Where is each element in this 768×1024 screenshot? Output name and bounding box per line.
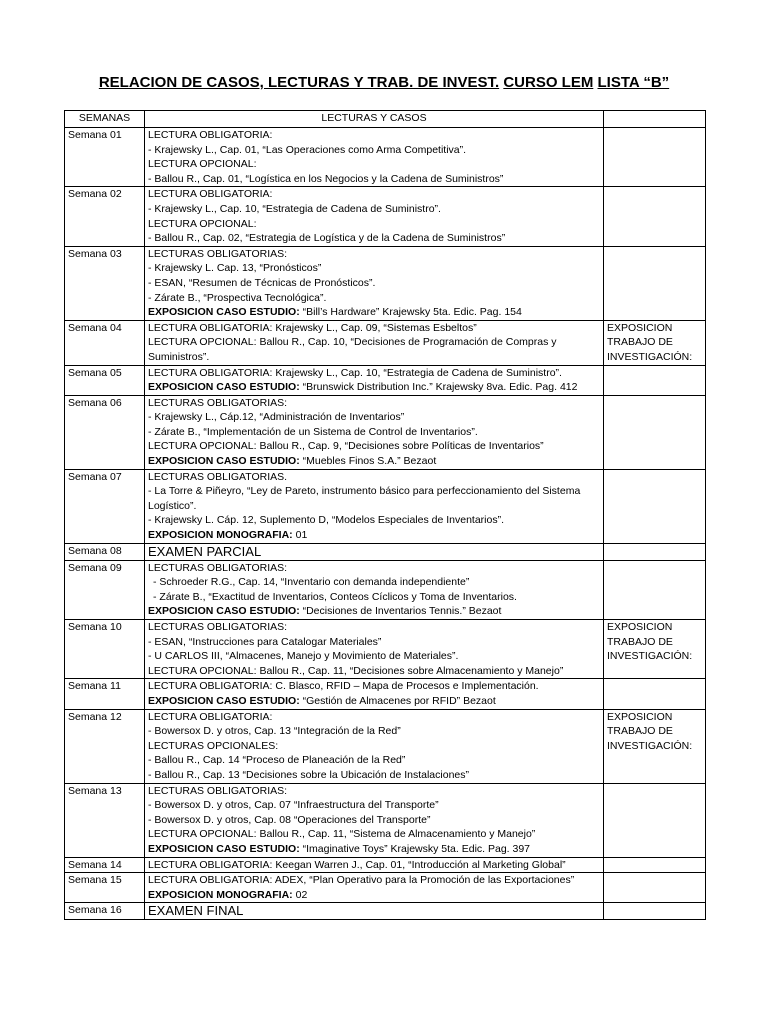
table-row bbox=[65, 365, 706, 395]
research-presentation-cell: EXPOSICION TRABAJO DE INVESTIGACIÓN: bbox=[604, 709, 706, 783]
reading-line bbox=[148, 484, 600, 513]
case-study-label: EXPOSICION CASO ESTUDIO: bbox=[148, 455, 300, 468]
research-presentation-cell bbox=[604, 873, 706, 903]
reading-line bbox=[148, 561, 600, 576]
reading-line bbox=[148, 305, 600, 320]
table-header-row bbox=[65, 111, 706, 128]
week-cell: Semana 01 bbox=[65, 128, 145, 187]
research-presentation-cell bbox=[604, 679, 706, 709]
reading-text: LECTURA OBLIGATORIA: Krajewsky L., Cap. 10, “Estrategia de Cadena de Suministro”. bbox=[148, 366, 562, 379]
reading-text: LECTURA OPCIONAL: Ballou R., Cap. 11, “Decisiones sobre Almacenamiento y Manejo” bbox=[148, 664, 564, 677]
reading-line bbox=[148, 858, 600, 873]
reading-line bbox=[148, 842, 600, 857]
research-presentation-cell bbox=[604, 395, 706, 469]
reading-text: “Gestión de Almacenes por RFID” Bezaot bbox=[299, 694, 496, 707]
table-row bbox=[65, 857, 706, 873]
reading-line bbox=[148, 528, 600, 543]
reading-line bbox=[148, 439, 600, 454]
reading-text: “Bill’s Hardware” Krajewsky 5ta. Edic. Pag. 154 bbox=[299, 306, 522, 319]
reading-text: - U CARLOS III, “Almacenes, Manejo y Movimiento de Materiales”. bbox=[148, 650, 459, 663]
reading-text: LECTURA OBLIGATORIA: ADEX, “Plan Operativo para la Promoción de las Exportaciones” bbox=[148, 874, 575, 887]
reading-text: LECTURA OBLIGATORIA: C. Blasco, RFID – Mapa de Procesos e Implementación. bbox=[148, 680, 539, 693]
reading-line bbox=[148, 724, 600, 739]
case-study-label: EXPOSICION CASO ESTUDIO: bbox=[148, 694, 300, 707]
reading-text: - La Torre & Piñeyro, “Ley de Pareto, instrumento básico para perfeccionamiento del Sistema Logístico”. bbox=[148, 485, 581, 512]
week-cell: Semana 02 bbox=[65, 187, 145, 246]
reading-text: - Krajewsky L., Cap. 01, “Las Operaciones como Arma Competitiva”. bbox=[148, 143, 467, 156]
table-row bbox=[65, 560, 706, 619]
case-study-label: EXPOSICION CASO ESTUDIO: bbox=[148, 306, 300, 319]
research-presentation-cell bbox=[604, 560, 706, 619]
reading-line bbox=[148, 575, 600, 590]
reading-text: - Zárate B., “Implementación de un Sistema de Control de Inventarios”. bbox=[148, 425, 478, 438]
reading-text: 02 bbox=[292, 888, 308, 901]
reading-line bbox=[148, 261, 600, 276]
research-presentation-cell: EXPOSICION TRABAJO DE INVESTIGACIÓN: bbox=[604, 320, 706, 365]
reading-text: - Schroeder R.G., Cap. 14, “Inventario con demanda independiente” bbox=[153, 576, 470, 589]
research-presentation-cell bbox=[604, 187, 706, 246]
reading-text: - Ballou R., Cap. 13 “Decisiones sobre la Ubicación de Instalaciones” bbox=[148, 768, 469, 781]
reading-line bbox=[148, 798, 600, 813]
reading-text: - ESAN, “Instrucciones para Catalogar Materiales” bbox=[148, 635, 382, 648]
reading-line bbox=[148, 739, 600, 754]
reading-text: LECTURAS OBLIGATORIAS: bbox=[148, 396, 288, 409]
reading-line bbox=[148, 410, 600, 425]
table-row bbox=[65, 679, 706, 709]
reading-text: LECTURAS OBLIGATORIAS: bbox=[148, 247, 288, 260]
reading-text: - Krajewsky L., Cáp.12, “Administración de Inventarios” bbox=[148, 411, 405, 424]
reading-line bbox=[148, 321, 600, 336]
readings-cell bbox=[145, 857, 604, 873]
reading-text: LECTURA OPCIONAL: Ballou R., Cap. 10, “Decisiones de Programación de Compras y Suministros”. bbox=[148, 336, 557, 363]
week-cell: Semana 03 bbox=[65, 246, 145, 320]
reading-line bbox=[148, 888, 600, 903]
research-presentation-cell bbox=[604, 246, 706, 320]
week-cell: Semana 14 bbox=[65, 857, 145, 873]
reading-line bbox=[148, 143, 600, 158]
reading-text: “Decisiones de Inventarios Tennis.” Bezaot bbox=[299, 605, 502, 618]
week-cell: Semana 08 bbox=[65, 543, 145, 560]
readings-cell bbox=[145, 873, 604, 903]
reading-line bbox=[148, 247, 600, 262]
reading-text: LECTURAS OBLIGATORIAS: bbox=[148, 561, 288, 574]
reading-line bbox=[148, 157, 600, 172]
header-weeks: SEMANAS bbox=[65, 111, 145, 128]
reading-line bbox=[148, 128, 600, 143]
reading-line bbox=[148, 217, 600, 232]
reading-text: - ESAN, “Resumen de Técnicas de Pronósticos”. bbox=[148, 276, 376, 289]
reading-text: - Krajewsky L. Cáp. 12, Suplemento D, “Modelos Especiales de Inventarios”. bbox=[148, 514, 505, 527]
research-presentation-cell bbox=[604, 783, 706, 857]
research-presentation-cell bbox=[604, 543, 706, 560]
reading-text: - Ballou R., Cap. 02, “Estrategia de Logística y de la Cadena de Suministros” bbox=[148, 232, 506, 245]
reading-line bbox=[148, 768, 600, 783]
reading-text: - Bowersox D. y otros, Cap. 08 “Operaciones del Transporte” bbox=[148, 813, 431, 826]
readings-cell bbox=[145, 469, 604, 543]
week-cell: Semana 16 bbox=[65, 903, 145, 920]
reading-line bbox=[148, 470, 600, 485]
reading-text: - Ballou R., Cap. 01, “Logística en los Negocios y la Cadena de Suministros” bbox=[148, 172, 504, 185]
reading-text: - Krajewsky L., Cap. 10, “Estrategia de Cadena de Suministro”. bbox=[148, 202, 441, 215]
readings-cell bbox=[145, 903, 604, 920]
research-presentation-cell bbox=[604, 469, 706, 543]
reading-text: LECTURA OBLIGATORIA: bbox=[148, 188, 273, 201]
case-study-label: EXPOSICION CASO ESTUDIO: bbox=[148, 605, 300, 618]
research-presentation-cell bbox=[604, 903, 706, 920]
table-row bbox=[65, 873, 706, 903]
readings-cell bbox=[145, 320, 604, 365]
reading-text: LECTURA OPCIONAL: Ballou R., Cap. 9, “Decisiones sobre Políticas de Inventarios” bbox=[148, 440, 544, 453]
reading-line bbox=[148, 604, 600, 619]
case-study-label: EXPOSICION MONOGRAFIA: bbox=[148, 529, 293, 542]
reading-text: LECTURA OPCIONAL: Ballou R., Cap. 11, “Sistema de Almacenamiento y Manejo” bbox=[148, 828, 536, 841]
reading-text: - Bowersox D. y otros, Cap. 13 “Integración de la Red” bbox=[148, 725, 401, 738]
week-cell: Semana 13 bbox=[65, 783, 145, 857]
table-row bbox=[65, 903, 706, 920]
readings-cell bbox=[145, 187, 604, 246]
week-cell: Semana 12 bbox=[65, 709, 145, 783]
reading-line bbox=[148, 396, 600, 411]
reading-line bbox=[148, 454, 600, 469]
table-row bbox=[65, 128, 706, 187]
reading-text: LECTURAS OPCIONALES: bbox=[148, 739, 279, 752]
reading-line bbox=[148, 649, 600, 664]
case-study-label: EXPOSICION MONOGRAFIA: bbox=[148, 888, 293, 901]
week-cell: Semana 06 bbox=[65, 395, 145, 469]
reading-text: LECTURA OPCIONAL: bbox=[148, 217, 257, 230]
schedule-table bbox=[64, 110, 706, 920]
readings-cell bbox=[145, 395, 604, 469]
header-readings: LECTURAS Y CASOS bbox=[145, 111, 604, 128]
title-main: RELACION DE CASOS, LECTURAS Y TRAB. DE INVEST. bbox=[98, 74, 500, 91]
table-row bbox=[65, 620, 706, 679]
table-row bbox=[65, 187, 706, 246]
reading-line bbox=[148, 635, 600, 650]
reading-line bbox=[148, 590, 600, 605]
case-study-label: EXPOSICION CASO ESTUDIO: bbox=[148, 842, 300, 855]
reading-text: “Brunswick Distribution Inc.” Krajewsky 8va. Edic. Pag. 412 bbox=[299, 381, 578, 394]
title-list: LISTA “B” bbox=[597, 74, 670, 91]
reading-line bbox=[148, 620, 600, 635]
reading-line bbox=[148, 335, 600, 364]
reading-line bbox=[148, 202, 600, 217]
reading-line bbox=[148, 813, 600, 828]
reading-line bbox=[148, 694, 600, 709]
reading-text: “Imaginative Toys” Krajewsky 5ta. Edic. Pag. 397 bbox=[299, 842, 531, 855]
reading-line bbox=[148, 513, 600, 528]
header-extra bbox=[604, 111, 706, 128]
table-row bbox=[65, 395, 706, 469]
reading-line bbox=[148, 679, 600, 694]
reading-line bbox=[148, 544, 600, 560]
reading-text: LECTURA OPCIONAL: bbox=[148, 158, 257, 171]
reading-line bbox=[148, 231, 600, 246]
research-presentation-cell bbox=[604, 128, 706, 187]
table-row bbox=[65, 469, 706, 543]
title-course: CURSO LEM bbox=[503, 74, 594, 91]
week-cell: Semana 09 bbox=[65, 560, 145, 619]
readings-cell bbox=[145, 783, 604, 857]
reading-line bbox=[148, 291, 600, 306]
reading-line bbox=[148, 276, 600, 291]
readings-cell bbox=[145, 543, 604, 560]
reading-text: EXAMEN PARCIAL bbox=[148, 543, 262, 559]
readings-cell bbox=[145, 620, 604, 679]
week-cell: Semana 07 bbox=[65, 469, 145, 543]
readings-cell bbox=[145, 709, 604, 783]
reading-text: - Ballou R., Cap. 14 “Proceso de Planeación de la Red” bbox=[148, 754, 406, 767]
reading-text: EXAMEN FINAL bbox=[148, 903, 244, 919]
reading-line bbox=[148, 664, 600, 679]
research-presentation-cell: EXPOSICION TRABAJO DE INVESTIGACIÓN: bbox=[604, 620, 706, 679]
reading-text: LECTURA OBLIGATORIA: bbox=[148, 710, 273, 723]
table-row bbox=[65, 783, 706, 857]
reading-line bbox=[148, 784, 600, 799]
research-presentation-cell bbox=[604, 857, 706, 873]
reading-line bbox=[148, 425, 600, 440]
reading-text: - Zárate B., “Exactitud de Inventarios, Conteos Cíclicos y Toma de Inventarios. bbox=[153, 590, 517, 603]
reading-text: LECTURA OBLIGATORIA: Keegan Warren J., Cap. 01, “Introducción al Marketing Global” bbox=[148, 858, 566, 871]
week-cell: Semana 05 bbox=[65, 365, 145, 395]
week-cell: Semana 04 bbox=[65, 320, 145, 365]
table-row bbox=[65, 709, 706, 783]
week-cell: Semana 15 bbox=[65, 873, 145, 903]
readings-cell bbox=[145, 246, 604, 320]
reading-text: LECTURA OBLIGATORIA: bbox=[148, 129, 273, 141]
case-study-label: EXPOSICION CASO ESTUDIO: bbox=[148, 381, 300, 394]
reading-text: LECTURAS OBLIGATORIAS: bbox=[148, 784, 288, 797]
reading-text: LECTURAS OBLIGATORIAS. bbox=[148, 470, 288, 483]
week-cell: Semana 10 bbox=[65, 620, 145, 679]
reading-text: - Krajewsky L. Cap. 13, “Pronósticos” bbox=[148, 262, 322, 275]
table-row bbox=[65, 246, 706, 320]
reading-text: LECTURA OBLIGATORIA: Krajewsky L., Cap. 09, “Sistemas Esbeltos” bbox=[148, 321, 477, 334]
reading-line bbox=[148, 710, 600, 725]
reading-text: - Zárate B., “Prospectiva Tecnológica”. bbox=[148, 291, 327, 304]
reading-line bbox=[148, 753, 600, 768]
readings-cell bbox=[145, 679, 604, 709]
readings-cell bbox=[145, 365, 604, 395]
schedule-body bbox=[65, 128, 706, 920]
reading-line bbox=[148, 366, 600, 381]
reading-text: - Bowersox D. y otros, Cap. 07 “Infraestructura del Transporte” bbox=[148, 799, 439, 812]
reading-line bbox=[148, 187, 600, 202]
reading-line bbox=[148, 873, 600, 888]
reading-line bbox=[148, 903, 600, 919]
table-row bbox=[65, 320, 706, 365]
reading-text: LECTURAS OBLIGATORIAS: bbox=[148, 621, 288, 633]
reading-text: 01 bbox=[292, 529, 308, 542]
readings-cell bbox=[145, 560, 604, 619]
readings-cell bbox=[145, 128, 604, 187]
document-title bbox=[0, 74, 768, 91]
week-cell: Semana 11 bbox=[65, 679, 145, 709]
table-row bbox=[65, 543, 706, 560]
research-presentation-cell bbox=[604, 365, 706, 395]
reading-line bbox=[148, 827, 600, 842]
reading-text: “Muebles Finos S.A.” Bezaot bbox=[299, 455, 437, 468]
reading-line bbox=[148, 380, 600, 395]
reading-line bbox=[148, 172, 600, 187]
